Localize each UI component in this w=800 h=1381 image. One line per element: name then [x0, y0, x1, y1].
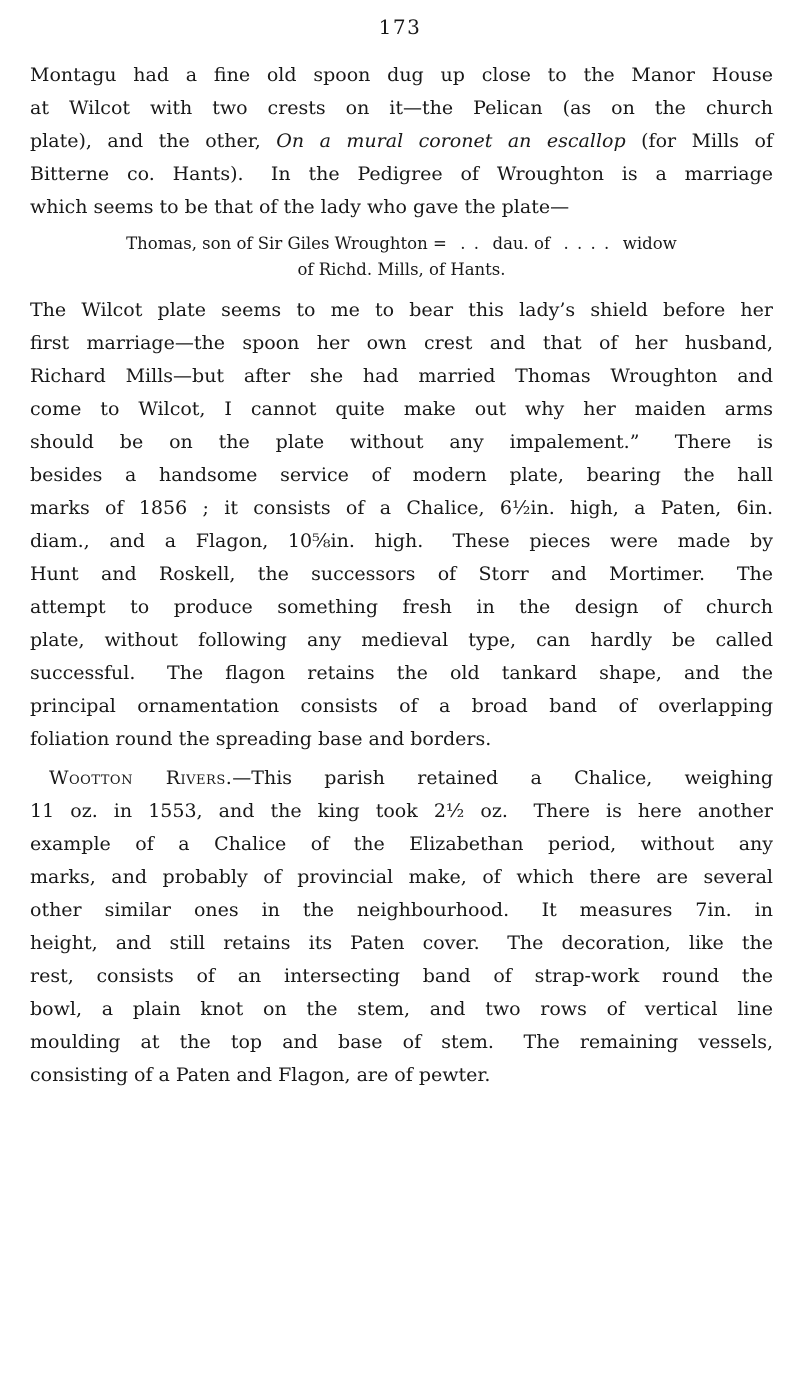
- text-line: Montagu had a fine old spoon dug up close to the Manor House: [30, 64, 773, 86]
- text-line: foliation round the spreading base and borders.: [30, 728, 492, 750]
- text-line: which seems to be that of the lady who gave the plate—: [30, 196, 570, 218]
- text-line: moulding at the top and base of stem. The remaining vessels,: [30, 1031, 773, 1053]
- pedigree-entry: [30, 231, 773, 283]
- text-line: besides a handsome service of modern plate, bearing the hall: [30, 464, 773, 486]
- text-line: [30, 125, 773, 158]
- text-line: The Wilcot plate seems to me to bear this lady’s shield before her: [30, 299, 773, 321]
- text-line: Hunt and Roskell, the successors of Storr and Mortimer. The: [30, 563, 773, 585]
- text-line: height, and still retains its Paten cover. The decoration, like the: [30, 932, 773, 954]
- text-line: marks, and probably of provincial make, of which there are several: [30, 866, 773, 888]
- page-number: 173: [378, 15, 422, 39]
- text-line: plate, without following any medieval type, can hardly be called: [30, 629, 773, 651]
- text-line: 11 oz. in 1553, and the king took 2½ oz. There is here another: [30, 800, 773, 822]
- paragraph-wootton-rivers: [30, 762, 773, 1092]
- text-line: rest, consists of an intersecting band of strap-work round the: [30, 965, 773, 987]
- text-line: bowl, a plain knot on the stem, and two rows of vertical line: [30, 998, 773, 1020]
- text-line: other similar ones in the neighbourhood. It measures 7in. in: [30, 899, 773, 921]
- text-segment: (for Mills of: [625, 130, 773, 152]
- paragraph-wilcot-plate: [30, 294, 773, 756]
- text-line: attempt to produce something fresh in the design of church: [30, 596, 773, 618]
- text-line: Richard Mills—but after she had married Thomas Wroughton and: [30, 365, 773, 387]
- text-line: example of a Chalice of the Elizabethan period, without any: [30, 833, 773, 855]
- text-line: should be on the plate without any impalement.” There is: [30, 431, 773, 453]
- smallcaps-parish-name: Wootton Rivers.: [49, 767, 233, 789]
- text-line: first marriage—the spoon her own crest and that of her husband,: [30, 332, 773, 354]
- italic-phrase: On a mural coronet an escallop: [276, 130, 626, 152]
- text-line: marks of 1856 ; it consists of a Chalice, 6½in. high, a Paten, 6in.: [30, 497, 773, 519]
- text-line: [30, 762, 773, 795]
- paragraph-montagu: [30, 59, 773, 224]
- text-segment: —This parish retained a Chalice, weighing: [232, 767, 773, 789]
- text-line: at Wilcot with two crests on it—the Pelican (as on the church: [30, 97, 773, 119]
- pedigree-line: Thomas, son of Sir Giles Wroughton = . . dau. of . . . . widow: [126, 234, 677, 253]
- text-segment: plate), and the other,: [30, 130, 277, 152]
- text-line: come to Wilcot, I cannot quite make out why her maiden arms: [30, 398, 773, 420]
- text-line: Bitterne co. Hants). In the Pedigree of Wroughton is a marriage: [30, 163, 773, 185]
- pedigree-line: of Richd. Mills, of Hants.: [297, 260, 506, 279]
- text-line: consisting of a Paten and Flagon, are of pewter.: [30, 1064, 491, 1086]
- text-line: diam., and a Flagon, 10⅝in. high. These pieces were made by: [30, 530, 773, 552]
- text-line: principal ornamentation consists of a broad band of overlapping: [30, 695, 773, 717]
- text-line: successful. The flagon retains the old tankard shape, and the: [30, 662, 773, 684]
